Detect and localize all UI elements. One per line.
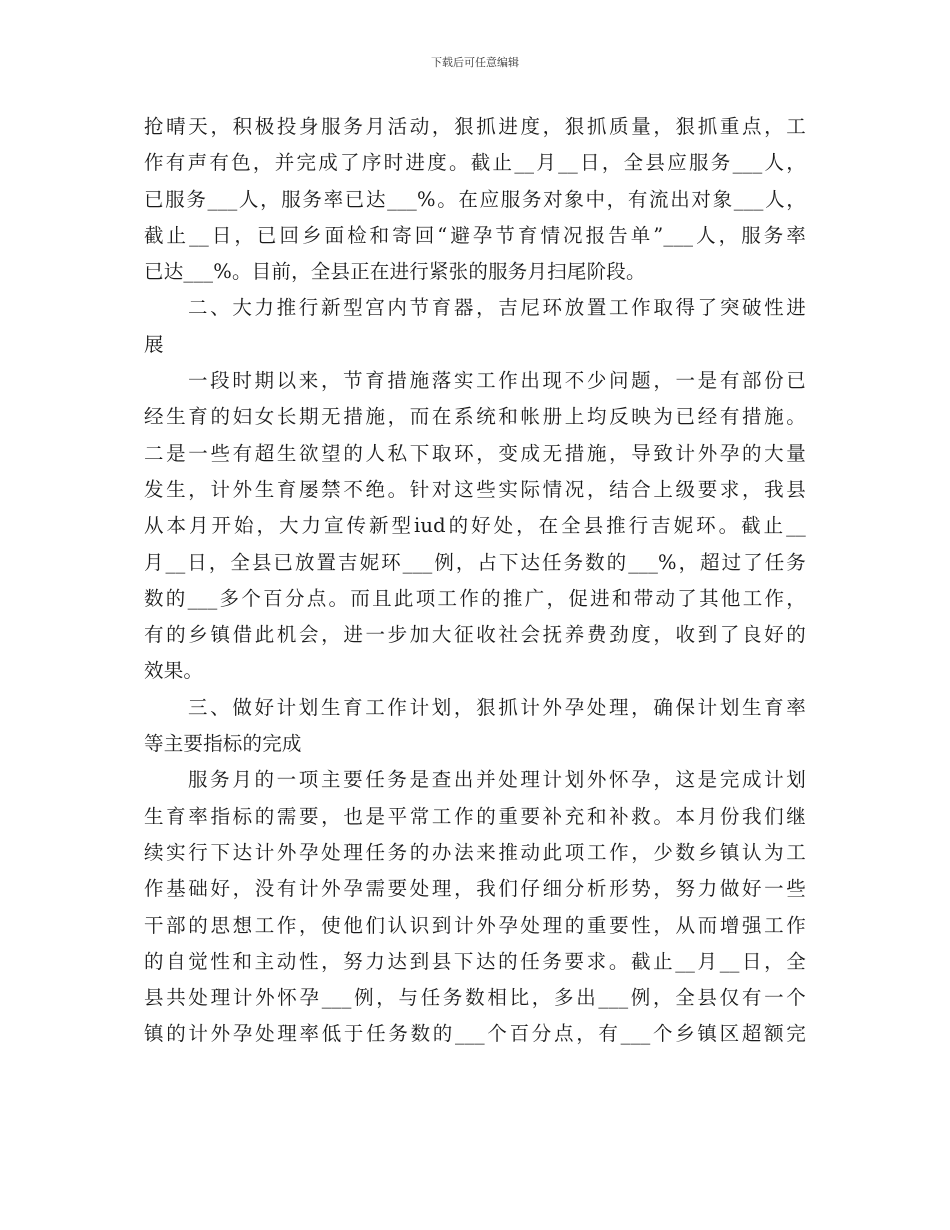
text-line: 经生育的妇女长期无措施，而在系统和帐册上均反映为已经有措施。	[144, 405, 806, 429]
text-line: 已达___%。目前，全县正在进行紧张的服务月扫尾阶段。	[144, 260, 646, 284]
text-line: 数的___多个百分点。而且此项工作的推广，促进和带动了其他工作，	[144, 586, 806, 610]
text-line: 截止__日，已回乡面检和寄回“避孕节育情况报告单”___人，服务率	[144, 223, 806, 247]
text-line: 续实行下达计外孕处理任务的办法来推动此项工作，少数乡镇认为工	[144, 840, 806, 864]
text-line: 月__日，全县已放置吉妮环___例，占下达任务数的___%，超过了任务	[144, 550, 806, 574]
text-line: 干部的思想工作，使他们认识到计外孕处理的重要性，从而增强工作	[144, 913, 806, 937]
text-line: 展	[144, 332, 164, 356]
page-header: 下载后可任意编辑	[431, 56, 519, 69]
text-line: 等主要指标的完成	[144, 732, 302, 756]
text-line: 二是一些有超生欲望的人私下取环，变成无措施，导致计外孕的大量	[144, 441, 806, 465]
text-line: 镇的计外孕处理率低于任务数的___个百分点，有___个乡镇区超额完	[144, 1022, 806, 1046]
text-line: 作有声有色，并完成了序时进度。截止__月__日，全县应服务___人，	[144, 151, 806, 175]
text-line: 从本月开始，大力宣传新型iud的好处，在全县推行吉妮环。截止__	[144, 514, 806, 538]
text-line: 已服务___人，服务率已达___%。在应服务对象中，有流出对象___人，	[144, 187, 806, 211]
text-line: 的自觉性和主动性，努力达到县下达的任务要求。截止__月__日，全	[144, 949, 806, 973]
text-line: 县共处理计外怀孕___例，与任务数相比，多出___例，全县仅有一个	[144, 986, 806, 1010]
text-line: 作基础好，没有计外孕需要处理，我们仔细分析形势，努力做好一些	[144, 877, 806, 901]
text-line: 发生，计外生育屡禁不绝。针对这些实际情况，结合上级要求，我县	[144, 477, 806, 501]
text-line: 效果。	[144, 659, 204, 683]
text-line: 有的乡镇借此机会，进一步加大征收社会抚养费劲度，收到了良好的	[144, 623, 806, 647]
text-line: 一段时期以来，节育措施落实工作出现不少问题，一是有部份已	[188, 369, 806, 393]
text-line: 三、做好计划生育工作计划，狠抓计外孕处理，确保计划生育率	[188, 695, 806, 719]
document-body	[144, 109, 806, 1053]
text-line: 生育率指标的需要，也是平常工作的重要补充和补救。本月份我们继	[144, 804, 806, 828]
text-line: 服务月的一项主要任务是查出并处理计划外怀孕，这是完成计划	[188, 768, 806, 792]
text-line: 二、大力推行新型宫内节育器，吉尼环放置工作取得了突破性进	[188, 296, 806, 320]
text-line: 抢晴天，积极投身服务月活动，狠抓进度，狠抓质量，狠抓重点，工	[144, 115, 806, 138]
